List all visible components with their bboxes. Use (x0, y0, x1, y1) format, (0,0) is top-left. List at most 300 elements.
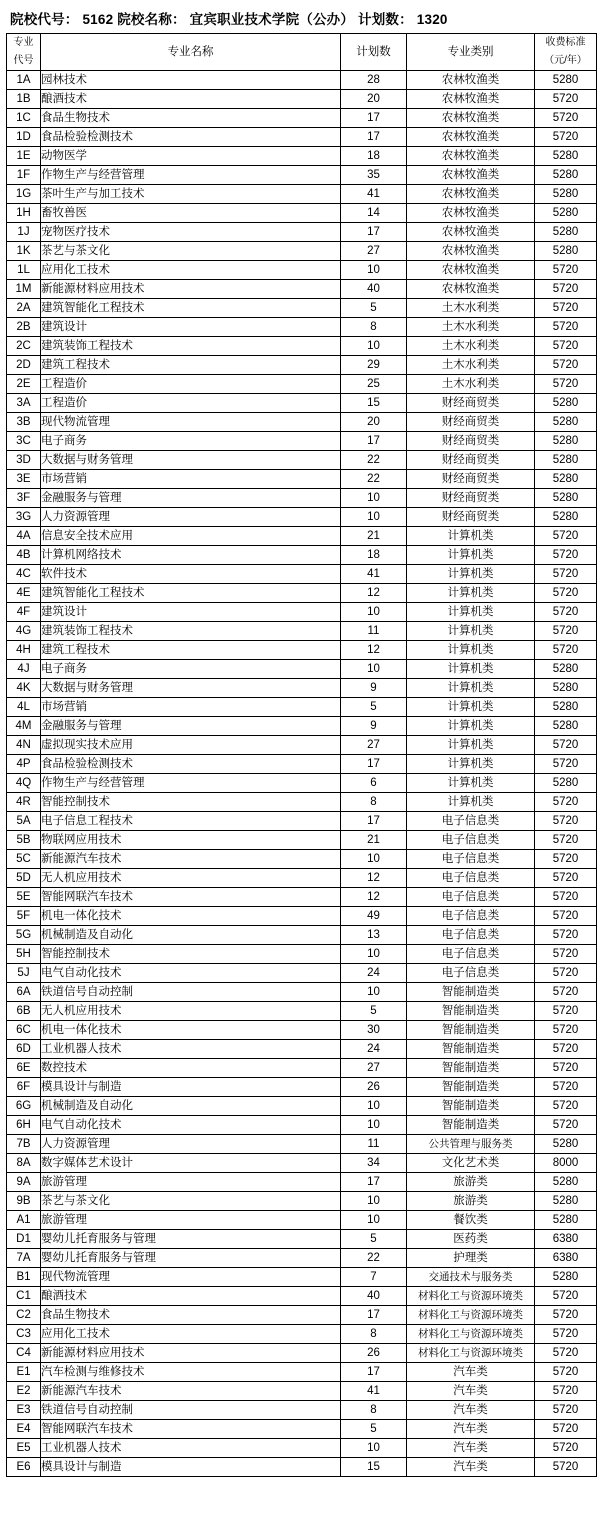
table-row (7, 1154, 597, 1173)
cell-plan-count: 30 (341, 1021, 407, 1040)
table-row (7, 983, 597, 1002)
cell-tuition-fee: 5280 (535, 660, 597, 679)
table-row (7, 318, 597, 337)
column-header-code (7, 34, 41, 71)
cell-major-name: 工程造价 (41, 375, 341, 394)
cell-plan-count: 20 (341, 413, 407, 432)
cell-major-category: 电子信息类 (407, 831, 535, 850)
cell-plan-count: 17 (341, 812, 407, 831)
cell-major-category: 土木水利类 (407, 318, 535, 337)
cell-tuition-fee: 5720 (535, 128, 597, 147)
cell-major-name: 智能网联汽车技术 (41, 888, 341, 907)
table-row (7, 698, 597, 717)
cell-major-name: 建筑设计 (41, 318, 341, 337)
cell-tuition-fee: 5720 (535, 641, 597, 660)
cell-major-code: E3 (7, 1401, 41, 1420)
cell-tuition-fee: 5720 (535, 1458, 597, 1477)
cell-tuition-fee: 5720 (535, 869, 597, 888)
cell-plan-count: 12 (341, 869, 407, 888)
cell-major-category: 计算机类 (407, 565, 535, 584)
cell-major-category: 材料化工与资源环境类 (407, 1325, 535, 1344)
cell-major-name: 新能源材料应用技术 (41, 1344, 341, 1363)
cell-major-category: 土木水利类 (407, 375, 535, 394)
cell-tuition-fee: 5280 (535, 1135, 597, 1154)
cell-plan-count: 17 (341, 1306, 407, 1325)
cell-major-category: 餐饮类 (407, 1211, 535, 1230)
table-row (7, 584, 597, 603)
cell-plan-count: 5 (341, 1002, 407, 1021)
cell-tuition-fee: 5280 (535, 204, 597, 223)
cell-major-name: 新能源汽车技术 (41, 1382, 341, 1401)
table-row (7, 451, 597, 470)
cell-tuition-fee: 5720 (535, 1287, 597, 1306)
cell-major-name: 软件技术 (41, 565, 341, 584)
cell-major-code: E2 (7, 1382, 41, 1401)
cell-plan-count: 11 (341, 1135, 407, 1154)
cell-major-code: 4L (7, 698, 41, 717)
cell-plan-count: 15 (341, 1458, 407, 1477)
cell-tuition-fee: 5720 (535, 831, 597, 850)
column-header-fee (535, 34, 597, 71)
cell-plan-count: 14 (341, 204, 407, 223)
table-row (7, 166, 597, 185)
table-row (7, 1287, 597, 1306)
cell-major-name: 茶叶生产与加工技术 (41, 185, 341, 204)
cell-major-name: 旅游管理 (41, 1173, 341, 1192)
table-row (7, 660, 597, 679)
cell-tuition-fee: 5720 (535, 1344, 597, 1363)
cell-major-category: 计算机类 (407, 774, 535, 793)
cell-major-category: 农林牧渔类 (407, 71, 535, 90)
cell-major-code: 4E (7, 584, 41, 603)
column-header-code-line2: 代号 (13, 55, 34, 66)
cell-major-name: 工程造价 (41, 394, 341, 413)
cell-major-name: 金融服务与管理 (41, 717, 341, 736)
cell-major-category: 财经商贸类 (407, 394, 535, 413)
table-row (7, 1040, 597, 1059)
cell-major-name: 机电一体化技术 (41, 907, 341, 926)
cell-major-code: B1 (7, 1268, 41, 1287)
cell-major-category: 财经商贸类 (407, 470, 535, 489)
cell-tuition-fee: 5720 (535, 261, 597, 280)
cell-major-category: 计算机类 (407, 603, 535, 622)
cell-tuition-fee: 5720 (535, 584, 597, 603)
table-row (7, 1230, 597, 1249)
cell-tuition-fee: 5280 (535, 470, 597, 489)
table-row (7, 546, 597, 565)
cell-major-code: 4F (7, 603, 41, 622)
cell-major-code: 6B (7, 1002, 41, 1021)
cell-tuition-fee: 5280 (535, 698, 597, 717)
cell-tuition-fee: 5720 (535, 1097, 597, 1116)
page-title: 院校代号： 5162 院校名称： 宜宾职业技术学院（公办） 计划数： 1320 (10, 12, 448, 27)
cell-major-name: 电子商务 (41, 432, 341, 451)
cell-tuition-fee: 5280 (535, 185, 597, 204)
cell-major-category: 材料化工与资源环境类 (407, 1344, 535, 1363)
cell-major-name: 应用化工技术 (41, 261, 341, 280)
cell-major-code: 5B (7, 831, 41, 850)
table-row (7, 432, 597, 451)
cell-plan-count: 21 (341, 527, 407, 546)
cell-tuition-fee: 5280 (535, 679, 597, 698)
cell-plan-count: 26 (341, 1078, 407, 1097)
cell-major-category: 智能制造类 (407, 1078, 535, 1097)
cell-major-code: 6F (7, 1078, 41, 1097)
cell-tuition-fee: 5720 (535, 964, 597, 983)
cell-plan-count: 10 (341, 1439, 407, 1458)
cell-plan-count: 17 (341, 1173, 407, 1192)
cell-major-category: 农林牧渔类 (407, 109, 535, 128)
cell-major-name: 铁道信号自动控制 (41, 983, 341, 1002)
cell-major-code: 5E (7, 888, 41, 907)
cell-plan-count: 5 (341, 1230, 407, 1249)
cell-tuition-fee: 5280 (535, 71, 597, 90)
cell-major-name: 机电一体化技术 (41, 1021, 341, 1040)
cell-tuition-fee: 5720 (535, 1401, 597, 1420)
table-row (7, 774, 597, 793)
table-row (7, 850, 597, 869)
cell-major-category: 智能制造类 (407, 1021, 535, 1040)
cell-major-name: 酿酒技术 (41, 90, 341, 109)
table-row (7, 470, 597, 489)
cell-tuition-fee: 5720 (535, 1382, 597, 1401)
cell-tuition-fee: 5720 (535, 793, 597, 812)
cell-major-name: 无人机应用技术 (41, 1002, 341, 1021)
cell-major-category: 旅游类 (407, 1192, 535, 1211)
cell-major-category: 计算机类 (407, 584, 535, 603)
table-row (7, 356, 597, 375)
cell-major-code: 4B (7, 546, 41, 565)
cell-major-code: 3C (7, 432, 41, 451)
cell-major-name: 人力资源管理 (41, 508, 341, 527)
table-row (7, 717, 597, 736)
table-row (7, 394, 597, 413)
cell-major-name: 园林技术 (41, 71, 341, 90)
table-row (7, 1002, 597, 1021)
cell-major-code: 5A (7, 812, 41, 831)
cell-major-name: 作物生产与经营管理 (41, 774, 341, 793)
cell-tuition-fee: 5720 (535, 1306, 597, 1325)
cell-major-name: 建筑工程技术 (41, 641, 341, 660)
cell-major-name: 新能源汽车技术 (41, 850, 341, 869)
cell-tuition-fee: 5720 (535, 90, 597, 109)
cell-plan-count: 8 (341, 793, 407, 812)
cell-tuition-fee: 5720 (535, 109, 597, 128)
table-row (7, 185, 597, 204)
cell-tuition-fee: 6380 (535, 1249, 597, 1268)
table-row (7, 1306, 597, 1325)
column-header-category: 专业类别 (407, 34, 535, 71)
cell-major-category: 汽车类 (407, 1420, 535, 1439)
cell-major-category: 电子信息类 (407, 945, 535, 964)
cell-major-category: 汽车类 (407, 1439, 535, 1458)
cell-major-name: 食品检验检测技术 (41, 755, 341, 774)
table-row (7, 375, 597, 394)
table-row (7, 964, 597, 983)
cell-major-code: 4K (7, 679, 41, 698)
cell-major-name: 工业机器人技术 (41, 1439, 341, 1458)
cell-tuition-fee: 5720 (535, 850, 597, 869)
cell-major-name: 食品检验检测技术 (41, 128, 341, 147)
cell-major-category: 汽车类 (407, 1401, 535, 1420)
cell-tuition-fee: 5720 (535, 907, 597, 926)
cell-major-name: 虚拟现实技术应用 (41, 736, 341, 755)
cell-plan-count: 22 (341, 1249, 407, 1268)
cell-major-code: 5J (7, 964, 41, 983)
cell-major-name: 宠物医疗技术 (41, 223, 341, 242)
cell-tuition-fee: 5720 (535, 1116, 597, 1135)
cell-plan-count: 10 (341, 1211, 407, 1230)
cell-tuition-fee: 5280 (535, 1192, 597, 1211)
cell-plan-count: 10 (341, 1192, 407, 1211)
cell-major-category: 材料化工与资源环境类 (407, 1287, 535, 1306)
cell-major-name: 食品生物技术 (41, 1306, 341, 1325)
cell-plan-count: 10 (341, 261, 407, 280)
cell-major-code: 9B (7, 1192, 41, 1211)
cell-major-name: 动物医学 (41, 147, 341, 166)
cell-plan-count: 18 (341, 147, 407, 166)
cell-major-name: 建筑智能化工程技术 (41, 299, 341, 318)
table-row (7, 261, 597, 280)
cell-plan-count: 41 (341, 185, 407, 204)
table-row (7, 71, 597, 90)
cell-tuition-fee: 5280 (535, 508, 597, 527)
cell-major-name: 金融服务与管理 (41, 489, 341, 508)
table-row (7, 1078, 597, 1097)
cell-plan-count: 11 (341, 622, 407, 641)
cell-plan-count: 10 (341, 1116, 407, 1135)
table-row (7, 413, 597, 432)
cell-major-code: 3B (7, 413, 41, 432)
cell-major-code: 3D (7, 451, 41, 470)
table-header (7, 34, 597, 71)
table-row (7, 1325, 597, 1344)
table-row (7, 1344, 597, 1363)
cell-major-code: 4C (7, 565, 41, 584)
cell-major-code: 5H (7, 945, 41, 964)
cell-major-name: 建筑智能化工程技术 (41, 584, 341, 603)
cell-major-name: 畜牧兽医 (41, 204, 341, 223)
cell-major-name: 建筑工程技术 (41, 356, 341, 375)
cell-major-name: 电气自动化技术 (41, 1116, 341, 1135)
column-header-code-line1: 专业 (13, 37, 34, 48)
table-row (7, 128, 597, 147)
cell-plan-count: 10 (341, 489, 407, 508)
cell-major-category: 土木水利类 (407, 299, 535, 318)
cell-tuition-fee: 5720 (535, 888, 597, 907)
cell-plan-count: 17 (341, 223, 407, 242)
cell-major-name: 婴幼儿托育服务与管理 (41, 1230, 341, 1249)
cell-major-name: 铁道信号自动控制 (41, 1401, 341, 1420)
table-header-row (7, 34, 597, 71)
cell-major-name: 建筑装饰工程技术 (41, 337, 341, 356)
cell-major-category: 农林牧渔类 (407, 128, 535, 147)
cell-plan-count: 10 (341, 983, 407, 1002)
cell-major-category: 交通技术与服务类 (407, 1268, 535, 1287)
cell-major-name: 汽车检测与维修技术 (41, 1363, 341, 1382)
cell-major-code: 4Q (7, 774, 41, 793)
cell-plan-count: 10 (341, 603, 407, 622)
cell-tuition-fee: 5280 (535, 1268, 597, 1287)
cell-major-name: 婴幼儿托育服务与管理 (41, 1249, 341, 1268)
cell-major-category: 财经商贸类 (407, 508, 535, 527)
table-row (7, 641, 597, 660)
cell-major-category: 电子信息类 (407, 888, 535, 907)
cell-plan-count: 17 (341, 755, 407, 774)
cell-major-name: 信息安全技术应用 (41, 527, 341, 546)
cell-major-code: 2D (7, 356, 41, 375)
cell-plan-count: 49 (341, 907, 407, 926)
table-row (7, 204, 597, 223)
cell-major-name: 机械制造及自动化 (41, 1097, 341, 1116)
cell-plan-count: 10 (341, 337, 407, 356)
cell-major-code: E6 (7, 1458, 41, 1477)
table-row (7, 565, 597, 584)
cell-plan-count: 17 (341, 128, 407, 147)
cell-major-category: 计算机类 (407, 546, 535, 565)
cell-major-name: 茶艺与茶文化 (41, 1192, 341, 1211)
cell-plan-count: 24 (341, 964, 407, 983)
cell-major-category: 汽车类 (407, 1382, 535, 1401)
cell-major-category: 旅游类 (407, 1173, 535, 1192)
cell-tuition-fee: 5720 (535, 945, 597, 964)
column-header-plan: 计划数 (341, 34, 407, 71)
cell-major-category: 财经商贸类 (407, 413, 535, 432)
cell-plan-count: 5 (341, 299, 407, 318)
cell-plan-count: 22 (341, 451, 407, 470)
cell-major-name: 模具设计与制造 (41, 1458, 341, 1477)
cell-tuition-fee: 5720 (535, 736, 597, 755)
column-header-fee-line1: 收费标准 (545, 37, 586, 48)
table-row (7, 280, 597, 299)
cell-plan-count: 21 (341, 831, 407, 850)
cell-major-name: 电子商务 (41, 660, 341, 679)
cell-major-code: 4H (7, 641, 41, 660)
cell-major-code: 4P (7, 755, 41, 774)
cell-major-code: 1H (7, 204, 41, 223)
cell-tuition-fee: 5280 (535, 242, 597, 261)
cell-plan-count: 6 (341, 774, 407, 793)
cell-tuition-fee: 5720 (535, 812, 597, 831)
table-row (7, 242, 597, 261)
cell-major-code: E5 (7, 1439, 41, 1458)
table-row (7, 1268, 597, 1287)
cell-major-category: 财经商贸类 (407, 451, 535, 470)
table-row (7, 1458, 597, 1477)
cell-major-code: C3 (7, 1325, 41, 1344)
cell-tuition-fee: 5720 (535, 603, 597, 622)
cell-major-name: 作物生产与经营管理 (41, 166, 341, 185)
cell-plan-count: 28 (341, 71, 407, 90)
cell-major-category: 农林牧渔类 (407, 147, 535, 166)
cell-major-code: 1K (7, 242, 41, 261)
cell-major-category: 农林牧渔类 (407, 166, 535, 185)
cell-major-code: 5D (7, 869, 41, 888)
cell-major-code: 1J (7, 223, 41, 242)
table-row (7, 736, 597, 755)
table-row (7, 1420, 597, 1439)
cell-major-code: 3E (7, 470, 41, 489)
cell-tuition-fee: 5720 (535, 755, 597, 774)
cell-tuition-fee: 5720 (535, 1363, 597, 1382)
majors-table (6, 33, 597, 1477)
table-row (7, 1021, 597, 1040)
cell-major-name: 计算机网络技术 (41, 546, 341, 565)
table-row (7, 831, 597, 850)
table-row (7, 945, 597, 964)
cell-major-category: 汽车类 (407, 1363, 535, 1382)
cell-major-category: 土木水利类 (407, 337, 535, 356)
table-row (7, 1059, 597, 1078)
cell-plan-count: 22 (341, 470, 407, 489)
column-header-fee-line2: （元/年） (544, 55, 587, 66)
cell-major-code: E4 (7, 1420, 41, 1439)
cell-plan-count: 9 (341, 679, 407, 698)
cell-plan-count: 40 (341, 1287, 407, 1306)
cell-major-code: C4 (7, 1344, 41, 1363)
cell-major-category: 护理类 (407, 1249, 535, 1268)
table-row (7, 679, 597, 698)
cell-major-code: 2B (7, 318, 41, 337)
table-row (7, 755, 597, 774)
cell-plan-count: 10 (341, 945, 407, 964)
cell-plan-count: 41 (341, 565, 407, 584)
table-row (7, 888, 597, 907)
cell-major-category: 计算机类 (407, 717, 535, 736)
cell-plan-count: 12 (341, 888, 407, 907)
cell-major-code: 1G (7, 185, 41, 204)
cell-major-category: 智能制造类 (407, 1059, 535, 1078)
cell-major-code: 1L (7, 261, 41, 280)
table-row (7, 489, 597, 508)
cell-plan-count: 8 (341, 1325, 407, 1344)
cell-tuition-fee: 5720 (535, 565, 597, 584)
cell-major-category: 计算机类 (407, 660, 535, 679)
cell-tuition-fee: 5280 (535, 394, 597, 413)
cell-plan-count: 10 (341, 660, 407, 679)
cell-major-name: 数控技术 (41, 1059, 341, 1078)
cell-tuition-fee: 5720 (535, 299, 597, 318)
cell-major-code: 2C (7, 337, 41, 356)
cell-major-category: 计算机类 (407, 736, 535, 755)
table-row (7, 527, 597, 546)
table-body (7, 71, 597, 1477)
table-row (7, 1116, 597, 1135)
table-row (7, 1173, 597, 1192)
cell-major-category: 农林牧渔类 (407, 223, 535, 242)
cell-major-name: 茶艺与茶文化 (41, 242, 341, 261)
cell-tuition-fee: 5720 (535, 926, 597, 945)
cell-major-category: 电子信息类 (407, 907, 535, 926)
table-row (7, 869, 597, 888)
table-row (7, 337, 597, 356)
cell-major-category: 计算机类 (407, 641, 535, 660)
cell-major-code: 6A (7, 983, 41, 1002)
cell-major-name: 建筑设计 (41, 603, 341, 622)
cell-major-code: 1M (7, 280, 41, 299)
cell-major-name: 模具设计与制造 (41, 1078, 341, 1097)
cell-plan-count: 7 (341, 1268, 407, 1287)
cell-tuition-fee: 8000 (535, 1154, 597, 1173)
cell-tuition-fee: 5280 (535, 223, 597, 242)
cell-major-category: 智能制造类 (407, 1116, 535, 1135)
cell-tuition-fee: 5720 (535, 1040, 597, 1059)
cell-major-code: 6D (7, 1040, 41, 1059)
cell-major-code: 6E (7, 1059, 41, 1078)
cell-tuition-fee: 5720 (535, 1325, 597, 1344)
cell-tuition-fee: 5720 (535, 337, 597, 356)
table-row (7, 1401, 597, 1420)
